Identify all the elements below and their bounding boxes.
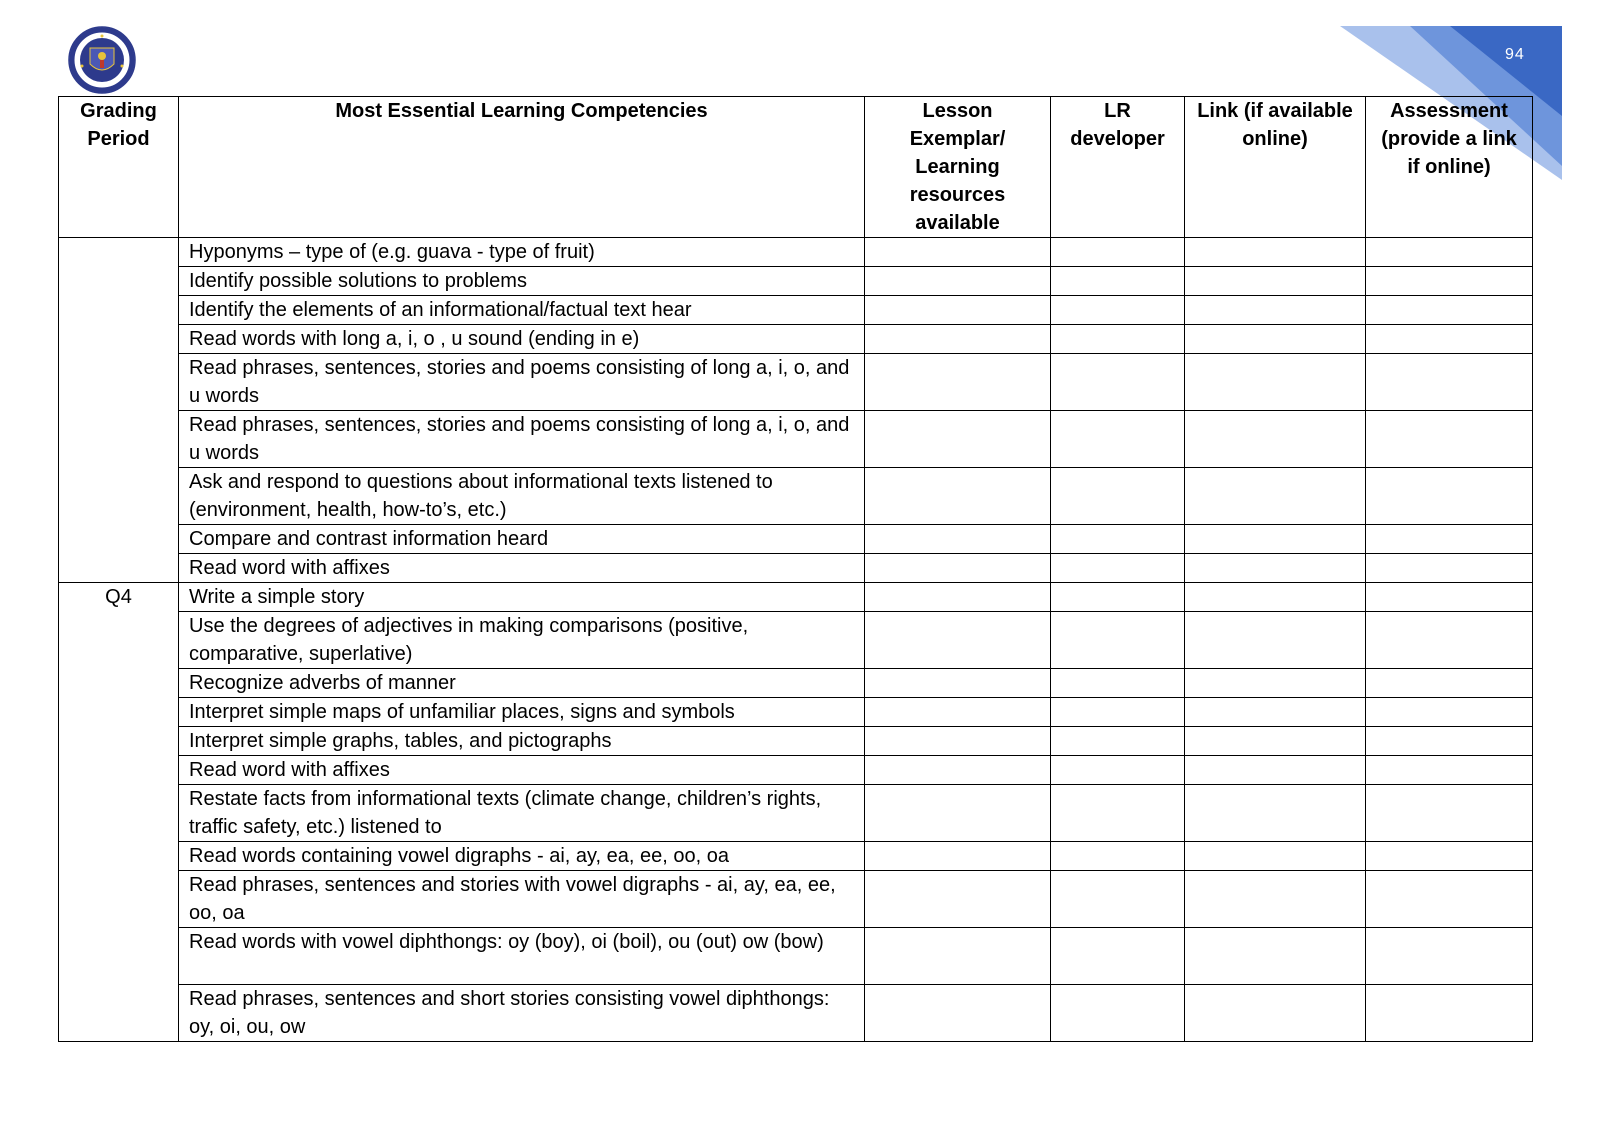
competency-cell: Write a simple story: [179, 583, 865, 612]
header-lr-developer: LR developer: [1051, 97, 1185, 238]
grading-period-cell: Q4: [59, 583, 179, 1042]
competency-cell: Read words containing vowel digraphs - ai, ay, ea, ee, oo, oa: [179, 842, 865, 871]
grading-period-cell: [59, 238, 179, 583]
table-row: [59, 354, 1533, 411]
table-row: [59, 756, 1533, 785]
competency-cell: Read words with long a, i, o , u sound (ending in e): [179, 325, 865, 354]
header-link: Link (if available online): [1185, 97, 1366, 238]
competency-cell: Interpret simple maps of unfamiliar places, signs and symbols: [179, 698, 865, 727]
table-row: [59, 612, 1533, 669]
header-lesson-exemplar: Lesson Exemplar/ Learning resources available: [865, 97, 1051, 238]
competencies-table: [58, 96, 1533, 1042]
competency-cell: Identify the elements of an informational/factual text hear: [179, 296, 865, 325]
table-row: [59, 985, 1533, 1042]
competency-cell: Interpret simple graphs, tables, and pictographs: [179, 727, 865, 756]
table-row: [59, 669, 1533, 698]
table-row: [59, 871, 1533, 928]
competency-cell: Read word with affixes: [179, 756, 865, 785]
table-row: [59, 583, 1533, 612]
table-row: [59, 325, 1533, 354]
competency-cell: Restate facts from informational texts (climate change, children’s rights, traffic safety, etc.) listened to: [179, 785, 865, 842]
table-row: [59, 525, 1533, 554]
header-assessment: Assessment (provide a link if online): [1366, 97, 1533, 238]
competency-cell: Hyponyms – type of (e.g. guava - type of fruit): [179, 238, 865, 267]
page-number: 94: [1505, 46, 1525, 63]
table-row: [59, 842, 1533, 871]
table-row: [59, 468, 1533, 525]
competency-cell: Recognize adverbs of manner: [179, 669, 865, 698]
table-row: [59, 785, 1533, 842]
competency-cell: Read words with vowel diphthongs: oy (boy), oi (boil), ou (out) ow (bow): [179, 928, 865, 985]
competency-cell: Ask and respond to questions about informational texts listened to (environment, health, how-to’s, etc.): [179, 468, 865, 525]
competency-cell: Identify possible solutions to problems: [179, 267, 865, 296]
table-row: [59, 727, 1533, 756]
table-row: [59, 698, 1533, 727]
table-row: [59, 554, 1533, 583]
table-row: [59, 238, 1533, 267]
competency-cell: Compare and contrast information heard: [179, 525, 865, 554]
competency-cell: Read phrases, sentences and short stories consisting vowel diphthongs: oy, oi, ou, ow: [179, 985, 865, 1042]
table-row: [59, 296, 1533, 325]
competency-cell: Read word with affixes: [179, 554, 865, 583]
header-competencies: Most Essential Learning Competencies: [179, 97, 865, 238]
table-header-row: [59, 97, 1533, 238]
table-row: [59, 267, 1533, 296]
table-row: [59, 411, 1533, 468]
competency-cell: Read phrases, sentences and stories with vowel digraphs - ai, ay, ea, ee, oo, oa: [179, 871, 865, 928]
competency-cell: Use the degrees of adjectives in making comparisons (positive, comparative, superlative): [179, 612, 865, 669]
competency-cell: Read phrases, sentences, stories and poems consisting of long a, i, o, and u words: [179, 411, 865, 468]
table-row: [59, 928, 1533, 985]
competency-cell: Read phrases, sentences, stories and poems consisting of long a, i, o, and u words: [179, 354, 865, 411]
header-grading-period: Grading Period: [59, 97, 179, 238]
deped-seal-logo: [68, 26, 136, 94]
